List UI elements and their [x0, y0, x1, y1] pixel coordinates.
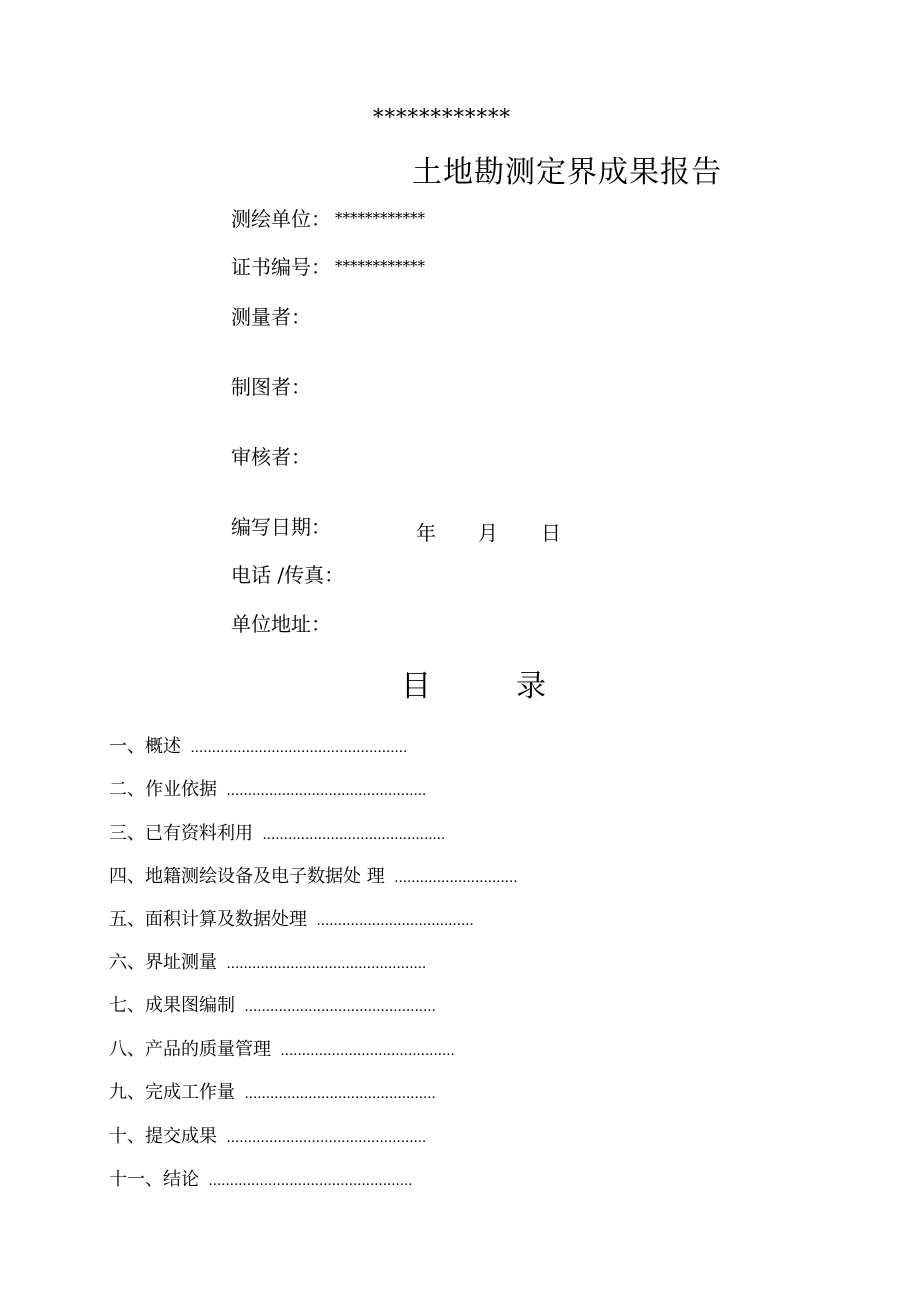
toc-leader-dots: ........................................... [262, 827, 446, 843]
toc-leader-dots: ............................................... [226, 783, 427, 799]
document-title: 土地勘测定界成果报告 [412, 155, 722, 190]
toc-leader-dots: ......................................... [280, 1043, 455, 1059]
phone-fax-label: 电话 /传真： [231, 563, 345, 587]
toc-item-label: 八、产品的质量管理 [109, 1039, 271, 1060]
toc-item[interactable] [109, 868, 518, 886]
survey-unit-label: 测绘单位： [231, 207, 331, 231]
toc-item-label: 七、成果图编制 [109, 995, 235, 1016]
toc-heading-first: 目 [401, 669, 431, 704]
compile-date-label: 编写日期： [231, 515, 331, 539]
toc-item-label: 五、面积计算及数据处理 [109, 909, 307, 930]
toc-leader-dots: ............................................... [226, 956, 427, 972]
toc-item-label: 四、地籍测绘设备及电子数据处 理 [109, 866, 385, 887]
toc-item-label: 六、界址测量 [109, 952, 217, 973]
toc-item-label: 十、提交成果 [109, 1126, 217, 1147]
toc-item[interactable] [109, 825, 445, 843]
toc-item[interactable] [109, 1084, 436, 1102]
toc-item-label: 三、已有资料利用 [109, 823, 253, 844]
toc-leader-dots: ............................................. [244, 999, 436, 1015]
toc-item[interactable] [109, 997, 436, 1015]
header-stars: ************ [373, 105, 511, 129]
survey-unit-value: ************ [335, 209, 425, 227]
toc-item-label: 一、概述 [109, 736, 181, 757]
surveyor-label: 测量者： [231, 305, 311, 329]
toc-leader-dots: ............................................... [226, 1130, 427, 1146]
unit-address-label: 单位地址： [231, 612, 331, 636]
toc-item[interactable] [109, 738, 407, 756]
toc-item[interactable] [109, 954, 426, 972]
toc-item[interactable] [109, 1041, 455, 1059]
toc-item-label: 九、完成工作量 [109, 1082, 235, 1103]
certificate-number-value: ************ [335, 257, 425, 275]
toc-item[interactable] [109, 1128, 426, 1146]
toc-leader-dots: ................................................ [208, 1173, 413, 1189]
toc-leader-dots: ............................. [394, 870, 518, 886]
toc-leader-dots: ................................................... [190, 740, 408, 756]
toc-heading-second: 录 [516, 669, 546, 704]
date-day: 日 [541, 521, 561, 545]
toc-item[interactable] [109, 911, 474, 929]
toc-item-label: 二、作业依据 [109, 779, 217, 800]
reviewer-label: 审核者： [231, 445, 311, 469]
date-year: 年 [416, 521, 436, 545]
toc-leader-dots: ............................................. [244, 1086, 436, 1102]
certificate-number-field [231, 257, 425, 277]
toc-leader-dots: ..................................... [316, 913, 474, 929]
toc-item-label: 十一、结论 [109, 1169, 199, 1190]
drafter-label: 制图者： [231, 375, 311, 399]
toc-item[interactable] [109, 1171, 413, 1189]
survey-unit-field [231, 209, 425, 229]
toc-item[interactable] [109, 781, 426, 799]
date-month: 月 [478, 521, 498, 545]
certificate-number-label: 证书编号： [231, 255, 331, 279]
